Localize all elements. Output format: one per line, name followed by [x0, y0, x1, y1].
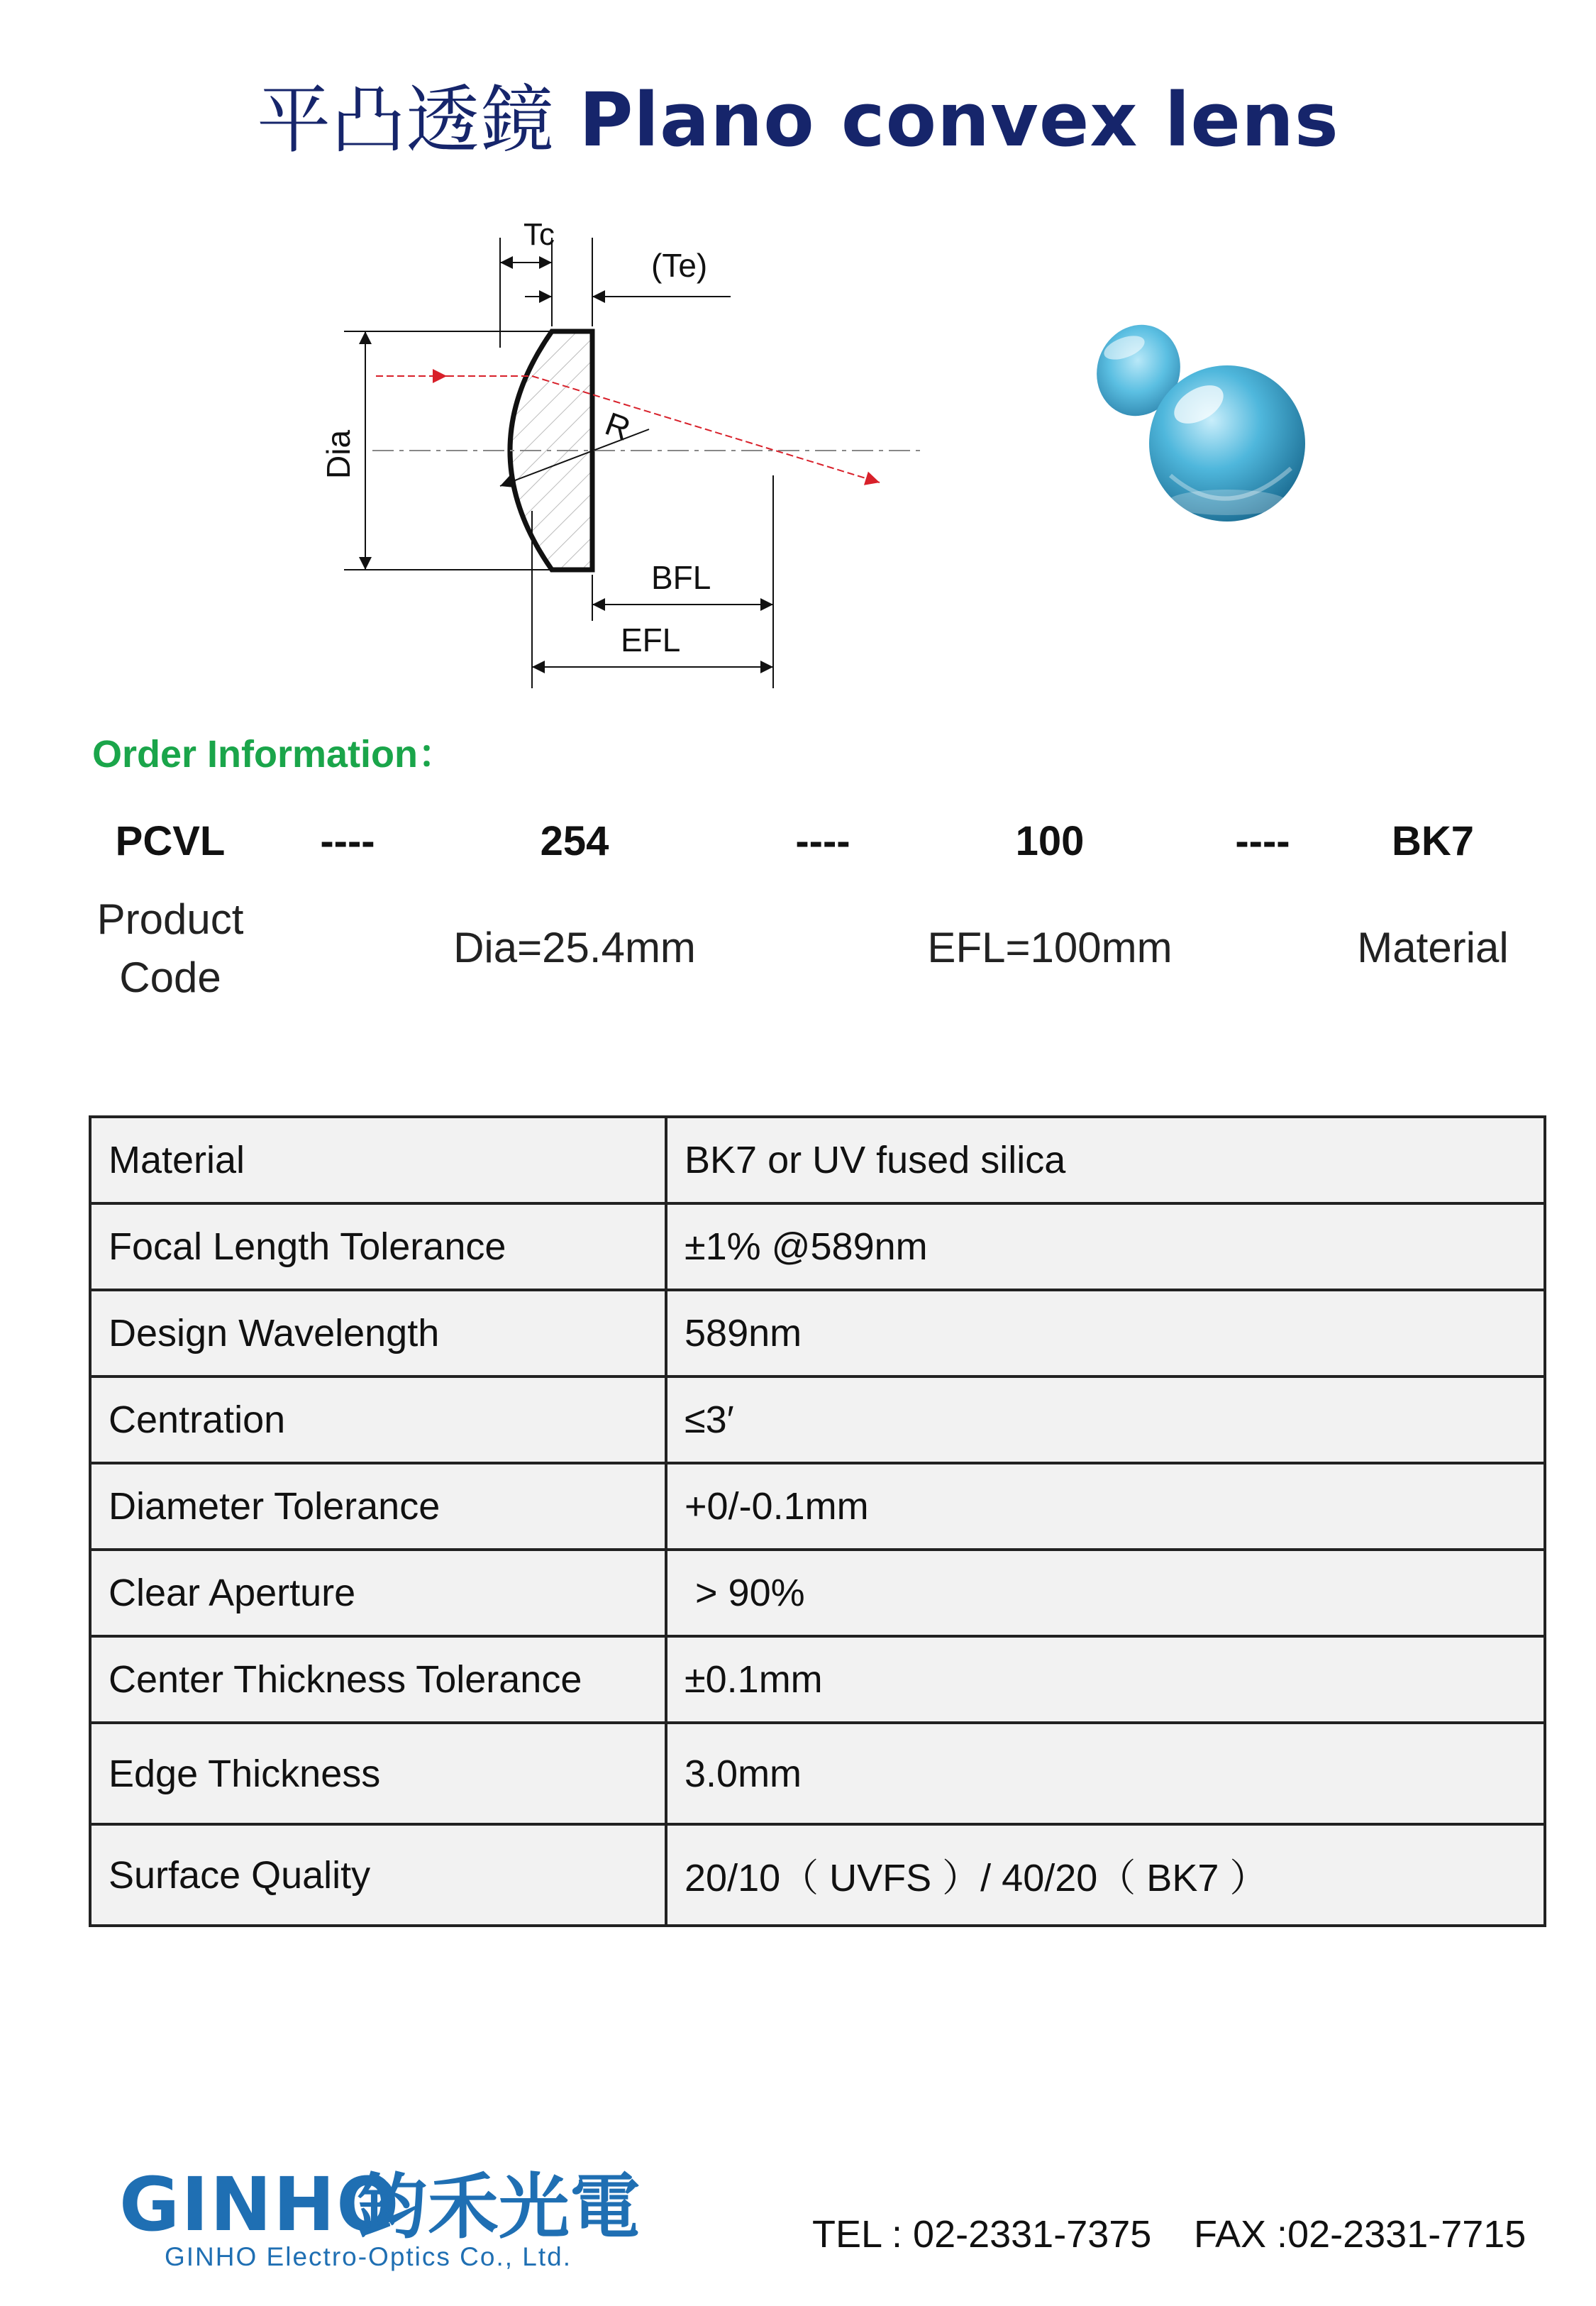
code-separator: ---- — [320, 818, 375, 864]
spec-value: 3.0mm — [666, 1723, 1545, 1824]
spec-key: Focal Length Tolerance — [90, 1203, 666, 1290]
code-separator: ---- — [1235, 818, 1290, 864]
code-product: PCVL — [115, 818, 226, 864]
spec-value: ±1% @589nm — [666, 1203, 1545, 1290]
table-row — [90, 1117, 1545, 1203]
desc-efl: EFL=100mm — [927, 924, 1173, 971]
spec-value: ≤3′ — [666, 1377, 1545, 1463]
lens-photo — [1085, 312, 1319, 532]
spec-key: Design Wavelength — [90, 1290, 666, 1377]
desc-dia: Dia=25.4mm — [453, 924, 696, 971]
spec-value: ±0.1mm — [666, 1636, 1545, 1723]
code-dia: 254 — [540, 818, 609, 864]
spec-value: BK7 or UV fused silica — [666, 1117, 1545, 1203]
desc-product-line2: Code — [119, 954, 221, 1001]
label-te: (Te) — [651, 247, 708, 284]
table-row — [90, 1636, 1545, 1723]
spec-key: Center Thickness Tolerance — [90, 1636, 666, 1723]
label-tc: Tc — [523, 217, 555, 252]
spec-key: Surface Quality — [90, 1824, 666, 1926]
spec-value: > 90% — [666, 1550, 1545, 1636]
title-chinese: 平凸透鏡 — [257, 77, 555, 163]
company-logo — [119, 2168, 672, 2246]
spec-value: 589nm — [666, 1290, 1545, 1377]
spec-value: 20/10（ UVFS ）/ 40/20（ BK7 ） — [666, 1824, 1545, 1926]
specification-table — [89, 1115, 1546, 1927]
table-row — [90, 1203, 1545, 1290]
logo-latin: GINHO — [119, 2168, 401, 2246]
label-efl: EFL — [621, 622, 681, 658]
spec-key: Edge Thickness — [90, 1723, 666, 1824]
code-material: BK7 — [1391, 818, 1475, 864]
label-r: R — [600, 404, 636, 448]
desc-product-line1: Product — [96, 895, 244, 943]
company-name: GINHO Electro-Optics Co., Ltd. — [165, 2242, 572, 2271]
spec-value: +0/-0.1mm — [666, 1463, 1545, 1550]
title-english: Plano convex lens — [579, 77, 1339, 163]
logo-chinese: 鈞禾光電 — [357, 2168, 641, 2246]
table-row — [90, 1377, 1545, 1463]
table-row — [90, 1290, 1545, 1377]
label-bfl: BFL — [651, 559, 711, 596]
lens-diagram — [305, 206, 943, 702]
label-dia: Dia — [320, 429, 357, 479]
order-information-title: Order Information： — [92, 733, 457, 776]
desc-material: Material — [1357, 924, 1509, 971]
spec-key: Diameter Tolerance — [90, 1463, 666, 1550]
code-separator: ---- — [795, 818, 850, 864]
table-row — [90, 1463, 1545, 1550]
table-row — [90, 1550, 1545, 1636]
page-title — [0, 60, 1596, 167]
desc-product-code — [64, 890, 277, 1007]
table-row — [90, 1723, 1545, 1824]
spec-key: Clear Aperture — [90, 1550, 666, 1636]
spec-key: Centration — [90, 1377, 666, 1463]
telephone: TEL : 02-2331-7375 — [812, 2213, 1152, 2256]
spec-key: Material — [90, 1117, 666, 1203]
fax-number: FAX :02-2331-7715 — [1194, 2213, 1526, 2256]
code-efl: 100 — [1015, 818, 1085, 864]
table-row — [90, 1824, 1545, 1926]
